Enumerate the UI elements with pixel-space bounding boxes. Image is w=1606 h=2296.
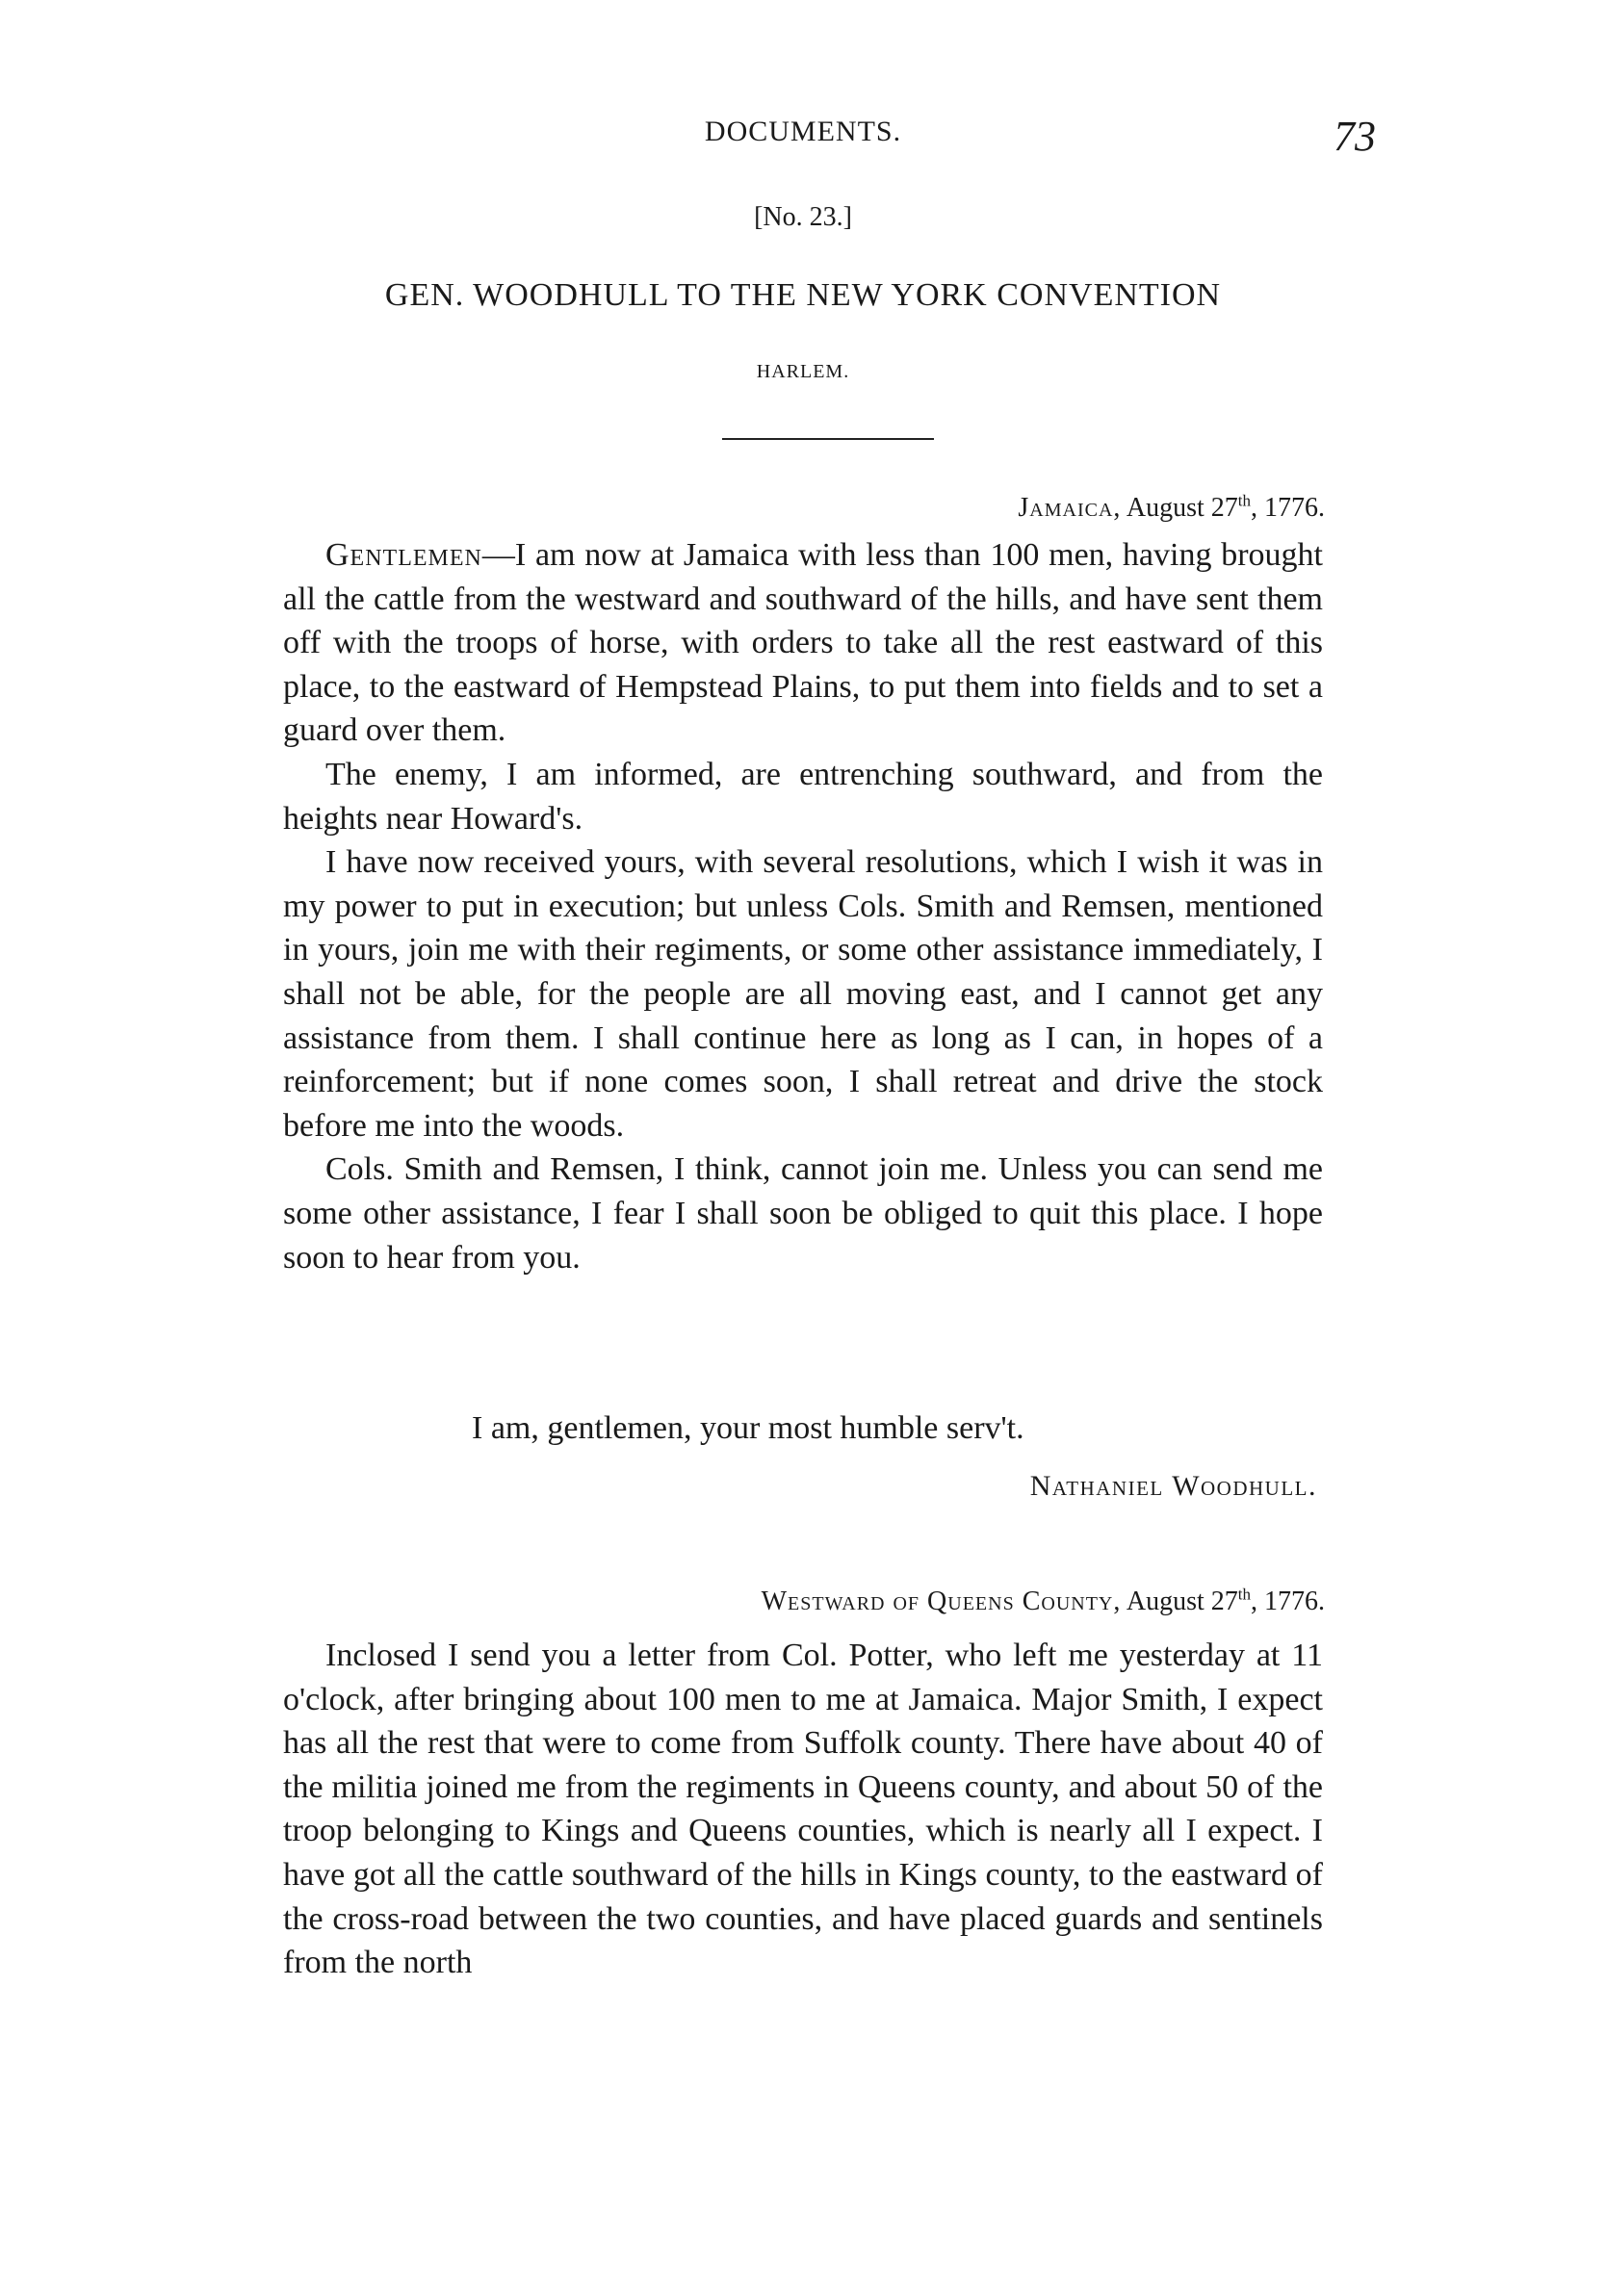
letter2-dateline-year: , 1776. <box>1251 1587 1325 1616</box>
letter1-dateline <box>1018 493 1325 524</box>
letter1-closing: I am, gentlemen, your most humble serv't. <box>472 1410 1024 1446</box>
section-rule <box>722 438 934 440</box>
document-subtitle: HARLEM. <box>756 361 850 382</box>
letter2-body <box>283 1634 1323 1985</box>
letter1-paragraph <box>283 533 1323 753</box>
letter2-dateline-date: August 27 <box>1126 1587 1238 1616</box>
letter1-signature: Nathaniel Woodhull. <box>1029 1470 1317 1502</box>
letter1-paragraph: Cols. Smith and Remsen, I think, cannot join me. Unless you can send me some other assistance, I fear I shall soon be obliged to quit this place. I hope soon to hear from you. <box>283 1151 1323 1276</box>
letter1-dateline-year: , 1776. <box>1251 493 1325 523</box>
letter2-dateline-sup: th <box>1237 1585 1251 1604</box>
document-number: [No. 23.] <box>754 202 852 232</box>
letter1-body <box>283 533 1323 1279</box>
page-number: 73 <box>1334 113 1376 160</box>
letter1-dateline-date: August 27 <box>1126 493 1238 523</box>
letter1-dateline-place: Jamaica, <box>1018 493 1122 523</box>
letter1-paragraph: I have now received yours, with several resolutions, which I wish it was in my power to put in execution; but unless Cols. Smith and Remsen, mentioned in yours, join me with their regiments, or some other assistance immediately, I shall not be able, for the people are all moving east, and I cannot get any assistance from them. I shall continue here as long as I can, in hopes of a reinforcement; but if none comes soon, I shall retreat and drive the stock before me into the woods. <box>283 844 1323 1144</box>
running-head: DOCUMENTS. <box>704 116 902 147</box>
letter1-paragraph-text: —I am now at Jamaica with less than 100 men, having brought all the cattle from the westward and southward of the hills, and have sent them off with the troops of horse, with orders to take all the rest eastward of this place, to the eastward of Hempstead Plains, to put them into fields and to set a guard over them. <box>283 537 1323 749</box>
letter1-salutation: Gentlemen <box>325 537 482 573</box>
letter1-dateline-sup: th <box>1237 491 1251 510</box>
letter1-paragraph: The enemy, I am informed, are entrenching southward, and from the heights near Howard's. <box>283 756 1323 837</box>
document-title: GEN. WOODHULL TO THE NEW YORK CONVENTION <box>384 277 1222 313</box>
letter2-paragraph: Inclosed I send you a letter from Col. Potter, who left me yesterday at 11 o'clock, after bringing about 100 men to me at Jamaica. Major Smith, I expect has all the rest that were to come from Suffolk county. There have about 40 of the militia joined me from the regiments in Queens county, and about 50 of the troop belonging to Kings and Queens counties, which is nearly all I expect. I have got all the cattle southward of the hills in Kings county, to the eastward of the cross-road between the two counties, and have placed guards and sentinels from the north <box>283 1638 1323 1981</box>
letter2-dateline <box>762 1587 1325 1617</box>
letter2-dateline-place: Westward of Queens County, <box>761 1587 1122 1616</box>
